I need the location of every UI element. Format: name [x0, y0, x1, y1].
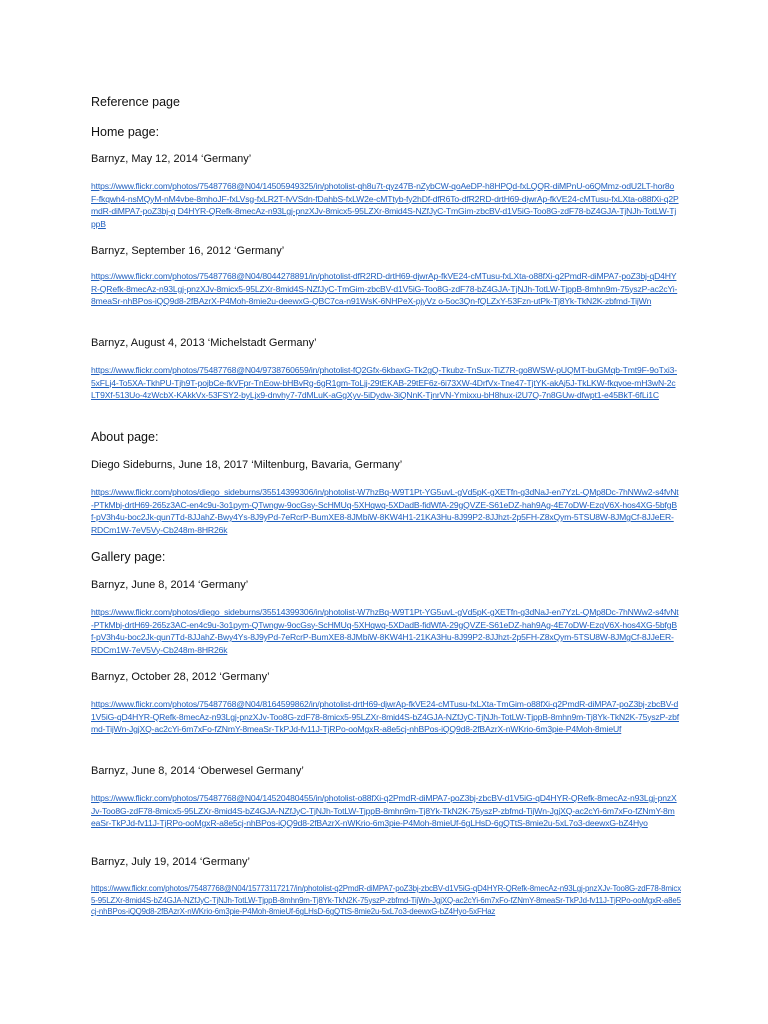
gallery-entry-link[interactable]: https://www.flickr.com/photos/75487768@N04/14520480455/in/photolist-o88fXi-q2PmdR-diMPA7-poZ3bj-zbcBV-d1V5iG-qD4HYR-QRefk-8mecAz-n93Lgj-pnzXJv-Too8G-zdF78-8micx5-95LZXr-8mid4S-bZ4GJA-NZfJyC-TjNJh-TotLW-TjppB-8mhn9m-Tj8Yk-TkN2K-75yszP-zbfmd-TijWn-JgjXQ-ac2cYi-6m7xFo-fZNmY-8meaSr-TkPJd-fv11J-TjRPo-ooMgxR-a8e5cj-nhBPos-iQQ9d8-2fBAzrX-nWKrio-6m3pie-P4Moh-8mieUf-6gLHsD-6gQTtS-8mie2u-5xL7o3-deewxG-bZ4Hyo	[91, 793, 677, 828]
gallery-entry-link[interactable]: https://www.flickr.com/photos/75487768@N04/8164599862/in/photolist-drtH69-djwrAp-fkVE24-cMTusu-fxLXta-TmGim-o88fXi-q2PmdR-diMPA7-poZ3bj-zbcBV-d1V5iG-qD4HYR-QRefk-8mecAz-n93Lgj-pnzXJv-Too8G-zdF78-8micx5-95LZXr-8mid4S-bZ4GJA-NZfJyC-TjNJh-TotLW-TjppB-8mhn9m-Tj8Yk-TkN2K-75yszP-zbfmd-TijWn-JgjXQ-ac2cYi-6m7xFo-fZNmY-8meaSr-TkPJd-fv11J-TjRPo-ooMgxR-a8e5cj-nhBPos-iQQ9d8-2fBAzrX-nWKrio-6m3pie-P4Moh-8mieUf	[91, 699, 679, 734]
page-title: Reference page	[91, 95, 180, 109]
about-section-heading: About page:	[91, 430, 159, 444]
gallery-entry-caption: Barnyz, June 8, 2014 ‘Germany’	[91, 579, 249, 591]
gallery-entry-link[interactable]: https://www.flickr.com/photos/diego_sideburns/35514399306/in/photolist-W7hzBq-W9T1Pt-YG5uvL-gVd5pK-gXETfn-g3dNaJ-en7YzL-QMp8Dc-7hNWw2-s4fvNt-PTkMbj-drtH69-265z3AC-en4c9u-3o1pym-QTwngw-9ocGsy-ScHMUq-5XHqwq-5XDadB-fidWfA-29gQVZE-S61eDZ-hah9Ag-4E7oDW-EzqV6X-hos4XG-5bfgBf-pV3h4u-boc2Jk-qun7Td-8JJahZ-Bwy4Ys-8J9yPd-7eRcrP-BumXE8-8JMbiW-8KW4H1-21KA3Hu-8J99P2-8JJhzt-2p5FH-Z8xQym-5TSU8W-8JMgCf-8JJeER-RDCm1W-7eV5Vy-Cb248m-8HR26k	[91, 607, 679, 655]
home-entry-link[interactable]: https://www.flickr.com/photos/75487768@N04/9738760659/in/photolist-fQ2Gfx-6kbaxG-Tk2gQ-Tkubz-TnSux-TiZ7R-go8WSW-pUQMT-buGMqb-Tmt9F-9oTxi3-5xFLj4-To5XA-TkhPU-Tjh9T-pojbCe-fkVFpr-TnEow-bHBvRg-6gR1gm-ToLjj-29tEKAB-29tEF6z-6i73XW-4DrfVx-Tne47-TjtYK-akAj5J-TkLKW-fkqvoe-mH3wN-2cLT9Xf-513Uo-4zWcbX-KAkkVx-53FSY2-byLjx9-dnvhy7-7dMLuK-aGgXyv-5iDydw-3iQNnK-TjnrVN-Ymixxu-bH8hux-i2U7Q-7n8GUw-dfwpt1-e45BkT-6fLi1C	[91, 365, 677, 400]
home-entry-caption: Barnyz, August 4, 2013 ‘Michelstadt Germany’	[91, 337, 317, 349]
gallery-entry-caption: Barnyz, June 8, 2014 ‘Oberwesel Germany’	[91, 765, 304, 777]
gallery-entry-caption: Barnyz, July 19, 2014 ‘Germany’	[91, 856, 250, 868]
about-entry-caption: Diego Sideburns, June 18, 2017 ‘Miltenburg, Bavaria, Germany’	[91, 459, 403, 471]
home-section-heading: Home page:	[91, 125, 160, 139]
about-entry-link[interactable]: https://www.flickr.com/photos/diego_sideburns/35514399306/in/photolist-W7hzBq-W9T1Pt-YG5uvL-gVd5pK-gXETfn-g3dNaJ-en7YzL-QMp8Dc-7hNWw2-s4fvNt-PTkMbj-drtH69-265z3AC-en4c9u-3o1pym-QTwngw-9ocGsy-ScHMUq-5XHqwq-5XDadB-fidWfA-29gQVZE-S61eDZ-hah9Ag-4E7oDW-EzqV6X-hos4XG-5bfgBf-pV3h4u-boc2Jk-qun7Td-8JJahZ-Bwy4Ys-8J9yPd-7eRcrP-BumXE8-8JMbiW-8KW4H1-21KA3Hu-8J99P2-8JJhzt-2p5FH-Z8xQym-5TSU8W-8JMgCf-8JJeER-RDCm1W-7eV5Vy-Cb248m-8HR26k	[91, 487, 679, 535]
gallery-entry-link[interactable]: https://www.flickr.com/photos/75487768@N04/15773117217/in/photolist-q2PmdR-diMPA7-poZ3bj-zbcBV-d1V5iG-qD4HYR-QRefk-8mecAz-n93Lgj-pnzXJv-Too8G-zdF78-8micx5-95LZXr-8mid4S-bZ4GJA-NZfJyC-TjNJh-TotLW-TjppB-8mhn9m-Tj8Yk-TkN2K-75yszP-zbfmd-TijWn-JgjXQ-ac2cYi-6m7xFo-fZNmY-8meaSr-TkPJd-fv11J-TjRPo-ooMgxR-a8e5cj-nhBPos-iQQ9d8-2fBAzrX-nWKrio-6m3pie-P4Moh-8mieUf-6gLHsD-6gQTtS-8mie2u-5xL7o3-deewxG-bZ4Hyo-5xFHaz	[91, 884, 681, 916]
home-entry-link[interactable]: https://www.flickr.com/photos/75487768@N04/14505949325/in/photolist-qh8u7t-qyz47B-nZybCW-qoAeDP-h8HPQd-fxLQQR-diMPnU-o6QMmz-odU2LT-hor8oF-fkqwh4-nsMQyM-nM4vbe-8mhoJF-fxLVsg-fxLR2T-fvVSdn-fDahbS-fxLW2e-cMTtyb-fy2hDf-dfR6To-dfR2RD-drtH69-djwrAp-fkVE24-cMTusu-fxLXta-o88fXi-q2PmdR-diMPA7-poZ3bj-q D4HYR-QRefk-8mecAz-n93Lgj-pnzXJv-8micx5-95LZXr-8mid4S-NZfJyC-TmGim-zbcBV-d1V5iG-Too8G-zdF78-bZ4GJA-TjNJh-TotLW-TjppB	[91, 181, 679, 229]
home-entry-caption: Barnyz, September 16, 2012 ‘Germany’	[91, 245, 285, 257]
gallery-section-heading: Gallery page:	[91, 550, 166, 564]
home-entry-caption: Barnyz, May 12, 2014 ‘Germany’	[91, 153, 252, 165]
gallery-entry-caption: Barnyz, October 28, 2012 ‘Germany’	[91, 671, 270, 683]
home-entry-link[interactable]: https://www.flickr.com/photos/75487768@N04/8044278891/in/photolist-dfR2RD-drtH69-djwrAp-fkVE24-cMTusu-fxLXta-o88fXi-q2PmdR-diMPA7-poZ3bj-qD4HYR-QRefk-8mecAz-n93Lgj-pnzXJv-8micx5-95LZXr-8mid4S-NZfJyC-TmGim-zbcBV-d1V5iG-Too8G-zdF78-bZ4GJA-TjNJh-TotLW-TjppB-8mhn9m-75yszP-ac2cYi-8meaSr-nhBPos-iQQ9d8-2fBAzrX-P4Moh-8mie2u-deewxG-QBC7ca-n91WsK-6NHPeX-pjyVz o-5oc3Qn-fQLZxY-53Fzn-utPk-Tj8Yk-TkN2K-zbfmd-TijWn	[91, 271, 678, 306]
